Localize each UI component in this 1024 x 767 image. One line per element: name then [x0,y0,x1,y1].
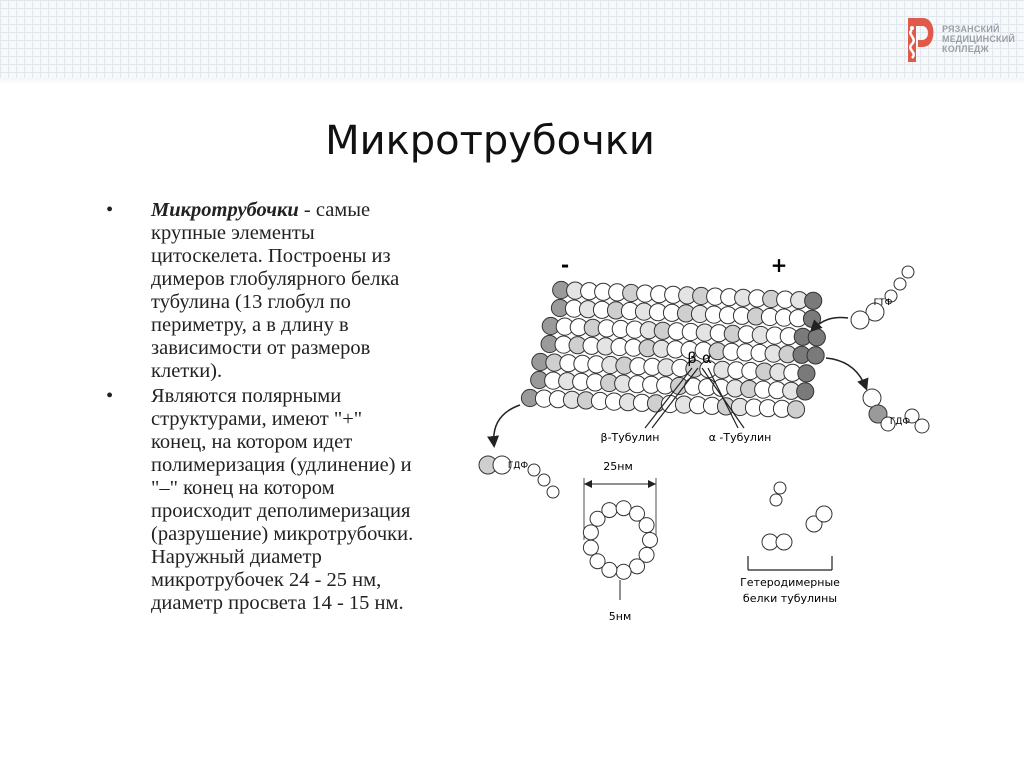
bullet-2-line-2: структурами, имеют "+" [151,408,363,430]
heterodimer-label-1: Гетеродимерные [740,576,840,589]
logo-text [942,24,1015,54]
cross-section-ring [583,501,657,580]
globule-size-label: 5нм [608,610,632,623]
bullet-2-line-7: (разрушение) микротрубочки. [151,523,414,545]
alpha-tubulin-label: α -Тубулин [708,431,772,444]
minus-end-label: - [560,253,570,277]
logo-line-3: КОЛЛЕДЖ [942,44,989,54]
gtp-label: ГТФ [873,298,893,308]
tubulin-globule [538,474,550,486]
free-globule [774,482,786,494]
bullet-1-line-0 [151,199,484,222]
plus-end-label: + [770,253,788,277]
ring-globule [630,559,645,574]
tubulin-globule [894,278,906,290]
header-grid-band [0,0,1024,78]
gdp-left-arrow [494,405,520,445]
tubulin-globule [808,329,825,346]
ring-globule [590,554,605,569]
ring-globule [602,503,617,518]
tubulin-globule [547,486,559,498]
tubulin-globule [902,266,914,278]
slide-title: Микротрубочки [325,118,655,164]
ring-globule [583,525,598,540]
bullet-2-line-4: полимеризация (удлинение) и [151,454,412,476]
logo-line-2: МЕДИЦИНСКИЙ [942,34,1016,44]
alpha-symbol: α [702,349,712,367]
college-logo [902,14,1016,68]
bullet-1-line-1: крупные элементы [151,222,315,244]
tubulin-globule [797,383,814,400]
bullet-item-1 [104,199,484,383]
bullet-dot: • [106,199,114,221]
free-globule [770,494,782,506]
bullet-2-line-1: Являются полярными [151,385,342,407]
bullet-1-line-3: димеров глобулярного белка [151,268,400,290]
logo-line-1: РЯЗАНСКИЙ [942,24,1000,34]
bullet-2-line-3: конец, на котором идет [151,431,353,453]
tubulin-globule [805,292,822,309]
heterodimer-label-2: белки тубулины [742,592,838,605]
medical-logo-icon [902,14,938,66]
tubulin-globule [807,347,824,364]
bullet-dot: • [106,385,114,407]
bullet-1-line-7: клетки). [151,360,223,382]
gdp-left-label: ГДФ [507,461,529,471]
tubulin-globule [863,389,881,407]
free-globule [776,534,792,550]
bullet-2-line-6: происходит деполимеризация [151,500,411,522]
bullet-list [104,199,484,617]
tubulin-globule [851,311,869,329]
bullet-1-first-line-rest: - самые [298,199,371,221]
ring-globule [643,533,658,548]
tubulin-globule [787,401,804,418]
bullet-1-line-5: периметру, а в длину в [151,314,349,336]
tubulin-globule [798,365,815,382]
ring-globule [639,518,654,533]
tubulin-globule [915,419,929,433]
diameter-arrow-right [648,480,656,488]
diameter-label: 25нм [603,460,633,473]
free-heterodimers [762,482,832,550]
ring-globule [616,564,631,579]
beta-symbol: β [687,349,697,367]
bullet-item-2 [104,385,484,615]
tubulin-globule [528,464,540,476]
bullet-2-line-9: микротрубочек 24 - 25 нм, [151,569,382,591]
bullet-2-line-8: Наружный диаметр [151,546,322,568]
bullet-2-line-10: диаметр просвета 14 - 15 нм. [151,592,404,614]
gdp-right-arrow [826,358,866,388]
ring-globule [583,540,598,555]
microtubule-diagram [470,238,940,638]
gdp-right-label: ГДФ [889,417,911,427]
beta-tubulin-label: β-Тубулин [600,431,660,444]
term-microtubules: Микротрубочки [151,199,299,221]
microtubule-lattice [521,281,825,418]
diameter-arrow-left [584,480,592,488]
bullet-1-line-4: тубулина (13 глобул по [151,291,351,313]
ring-globule [616,501,631,516]
bullet-1-line-2: цитоскелета. Построены из [151,245,391,267]
bullet-2-line-5: "–" конец на котором [151,477,335,499]
bullet-1-line-6: зависимости от размеров [151,337,371,359]
free-globule [816,506,832,522]
